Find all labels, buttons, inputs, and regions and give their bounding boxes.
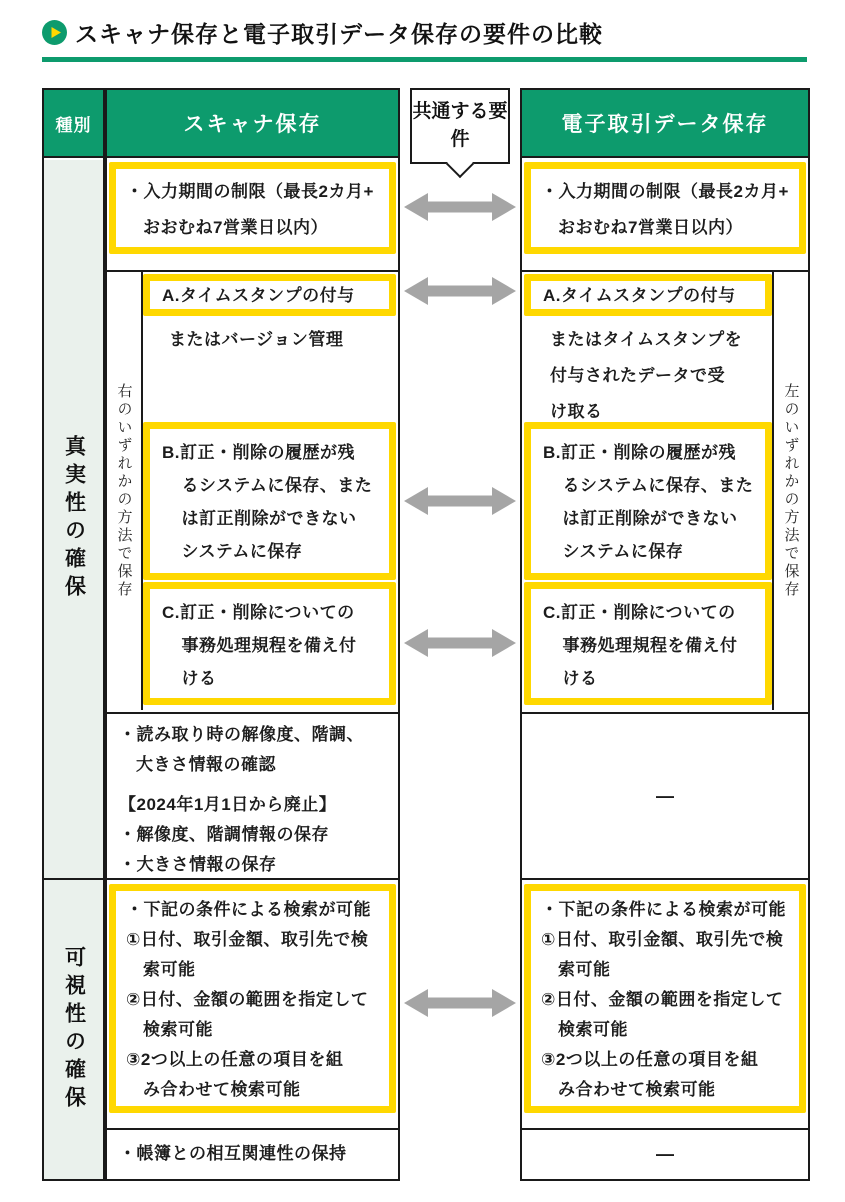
edata-ledger-dash: — (656, 1144, 674, 1164)
edata-option-a-box (524, 274, 772, 316)
page-title: スキャナ保存と電子取引データ保存の要件の比較 (75, 21, 603, 47)
edata-search-text: ・下記の条件による検索が可能 ①日付、取引金額、取引先で検 索可能 ②日付、金額の範囲を指定して 検索可能 ③2つ以上の任意の項目を組 み合わせて検索可能 (541, 900, 786, 1099)
scanner-method-strip (107, 272, 143, 710)
scanner-search-box (109, 884, 396, 1113)
scanner-row-divider-2 (107, 712, 398, 714)
play-icon (42, 20, 67, 45)
scanner-method-strip-label: 右のいずれかの方法で保存 (115, 383, 133, 599)
double-arrow-icon (403, 274, 517, 308)
edata-column (520, 88, 810, 1181)
edata-method-strip (772, 272, 808, 710)
scanner-column (105, 88, 400, 1181)
double-arrow-icon (403, 484, 517, 518)
scanner-option-b-text: B.訂正・削除の履歴が残 るシステムに保存、また は訂正削除ができない システムに保存 (162, 443, 373, 561)
section-visibility (44, 880, 103, 1179)
edata-method-strip-label: 左のいずれかの方法で保存 (782, 383, 800, 599)
scanner-option-c-text: C.訂正・削除についての 事務処理規程を備え付 ける (162, 603, 357, 688)
scanner-option-c-box (143, 582, 396, 705)
section-authenticity (44, 160, 103, 878)
scanner-header: スキャナ保存 (107, 90, 398, 158)
scanner-input-period-text: ・入力期間の制限（最長2カ月+ おおむね7営業日以内） (126, 182, 374, 237)
scanner-input-period-box (109, 162, 396, 254)
scanner-scan-quality-cell (119, 720, 392, 880)
edata-scan-quality-dash: — (656, 785, 674, 806)
edata-search-box (524, 884, 806, 1113)
scanner-option-a-text: A.タイムスタンプの付与 (162, 285, 355, 305)
edata-option-b-box (524, 422, 772, 580)
title-row (42, 16, 603, 49)
edata-row-divider-3 (522, 878, 808, 880)
scanner-row-divider-1 (107, 270, 398, 272)
scanner-option-a-box (143, 274, 396, 316)
edata-input-period-text: ・入力期間の制限（最長2カ月+ おおむね7営業日以内） (541, 182, 789, 237)
edata-option-a-text: A.タイムスタンプの付与 (543, 285, 736, 305)
type-header: 種別 (44, 90, 103, 158)
scanner-row-divider-3 (107, 878, 398, 880)
edata-row-divider-1 (522, 270, 808, 272)
edata-option-a-alt (524, 322, 772, 430)
type-column (42, 88, 105, 1181)
edata-header: 電子取引データ保存 (522, 90, 808, 158)
title-divider (42, 57, 807, 62)
scanner-option-a-alt-text: またはバージョン管理 (169, 330, 344, 349)
edata-input-period-box (524, 162, 806, 254)
edata-option-a-alt-text: またはタイムスタンプを 付与されたデータで受 け取る (550, 330, 743, 421)
double-arrow-icon (403, 190, 517, 224)
common-requirements-label: 共通する要件 (412, 100, 508, 150)
double-arrow-icon (403, 626, 517, 660)
edata-option-c-box (524, 582, 772, 705)
scanner-search-text: ・下記の条件による検索が可能 ①日付、取引金額、取引先で検 索可能 ②日付、金額の範囲を指定して 検索可能 ③2つ以上の任意の項目を組 み合わせて検索可能 (126, 900, 371, 1099)
scanner-option-a-alt (143, 322, 396, 358)
scanner-option-b-box (143, 422, 396, 580)
scanner-scan-quality-text: ・読み取り時の解像度、階調、 大きさ情報の確認 【2024年1月1日から廃止】 ・解像度、階調情報の保存 ・大きさ情報の保存 (119, 725, 364, 874)
edata-option-b-text: B.訂正・削除の履歴が残 るシステムに保存、また は訂正削除ができない システムに保存 (543, 443, 754, 561)
scanner-ledger-text: ・帳簿との相互関連性の保持 (119, 1144, 347, 1163)
section-visibility-label: 可視性の確保 (62, 945, 86, 1114)
section-authenticity-label: 真実性の確保 (62, 435, 86, 603)
scanner-ledger-cell (119, 1128, 394, 1179)
edata-option-c-text: C.訂正・削除についての 事務処理規程を備え付 ける (543, 603, 738, 688)
double-arrow-icon (403, 986, 517, 1020)
